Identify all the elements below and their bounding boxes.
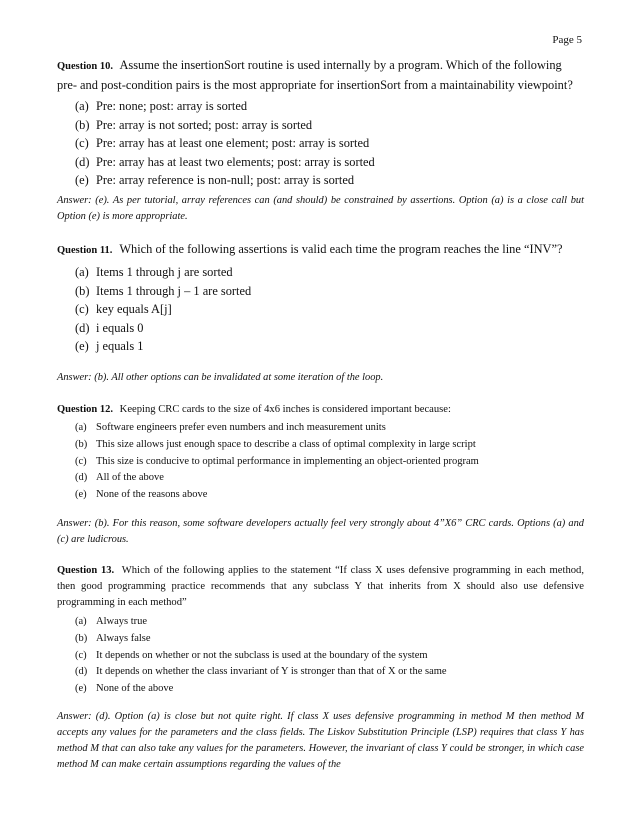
question-13-stem <box>57 563 584 611</box>
question-12-label: Question 12. <box>57 404 114 415</box>
option-item: (b) Pre: array is not sorted; post: array is sorted <box>75 117 313 132</box>
option-item: (d) All of the above <box>75 472 164 484</box>
question-12-options <box>57 420 584 504</box>
question-12-text: Keeping CRC cards to the size of 4x6 inches is considered important because: <box>119 404 451 415</box>
option-item: (b) Always false <box>75 632 151 644</box>
question-10-text: Assume the insertionSort routine is used internally by a program. Which of the following pre- and post-condition pairs is the most appropriate for insertionSort from a maintainability viewpoint? <box>57 58 573 92</box>
option-item: (c) key equals A[j] <box>75 302 172 317</box>
option-item: (a) Pre: none; post: array is sorted <box>75 99 248 113</box>
question-12 <box>57 402 584 504</box>
option-item: (a) Software engineers prefer even numbers and inch measurement units <box>75 422 386 433</box>
question-11-options <box>57 263 584 356</box>
question-13-options <box>57 614 584 698</box>
option-item: (c) It depends on whether or not the subclass is used at the boundary of the system <box>75 649 428 661</box>
option-item: (a) Items 1 through j are sorted <box>75 265 233 279</box>
option-item: (c) This size is conducive to optimal performance in implementing an object-oriented program <box>75 455 479 467</box>
question-10-answer: Answer: (e). As per tutorial, array references can (and should) be constrained by assertions. Option (a) is a close call but Option (e) is more appropriate. <box>57 195 584 222</box>
option-item: (d) i equals 0 <box>75 320 144 335</box>
option-item: (b) Items 1 through j – 1 are sorted <box>75 283 252 298</box>
question-11-label: Question 11. <box>57 245 113 256</box>
option-item: (c) Pre: array has at least one element; post: array is sorted <box>75 136 370 151</box>
option-item: (e) j equals 1 <box>75 339 144 354</box>
question-12-answer: Answer: (b). For this reason, some software developers actually feel very strongly about 4”X6” CRC cards. Options (a) and (c) are ludicrous. <box>57 518 584 545</box>
question-11-answer: Answer: (b). All other options can be invalidated at some iteration of the loop. <box>57 372 384 383</box>
page-number: Page 5 <box>552 34 582 46</box>
question-13 <box>57 563 584 698</box>
option-item: (b) This size allows just enough space to describe a class of optimal complexity in large script <box>75 438 476 450</box>
question-10-label: Question 10. <box>57 61 114 72</box>
question-10-stem <box>57 56 584 94</box>
option-item: (e) None of the reasons above <box>75 489 208 501</box>
question-10-options <box>57 97 584 190</box>
question-10 <box>57 56 584 190</box>
option-item: (d) Pre: array has at least two elements; post: array is sorted <box>75 154 375 169</box>
question-13-answer: Answer: (d). Option (a) is close but not quite right. If class X uses defensive programming in method M then method M accepts any values for the parameters and the class fields. The Liskov Substitution Principle (LSP) requires that class Y has method M that can also take any values for the parameters. However, the invariant of class Y could be stronger, in which case method M can make certain assumptions regarding the values of the <box>57 711 584 770</box>
question-12-stem <box>57 402 584 418</box>
question-13-label: Question 13. <box>57 565 115 576</box>
question-11 <box>57 240 584 356</box>
option-item: (a) Always true <box>75 616 148 627</box>
question-13-text: Which of the following applies to the statement “If class X uses defensive programming in each method, then good programming practice recommends that any subclass Y that inherits from X should also use defensive programming in each method” <box>57 565 584 608</box>
question-11-text: Which of the following assertions is valid each time the program reaches the line “INV”? <box>119 242 563 256</box>
option-item: (e) Pre: array reference is non-null; post: array is sorted <box>75 173 355 188</box>
option-item: (e) None of the above <box>75 683 174 695</box>
option-item: (d) It depends on whether the class invariant of Y is stronger than that of X or the same <box>75 666 447 678</box>
question-11-stem <box>57 240 584 260</box>
